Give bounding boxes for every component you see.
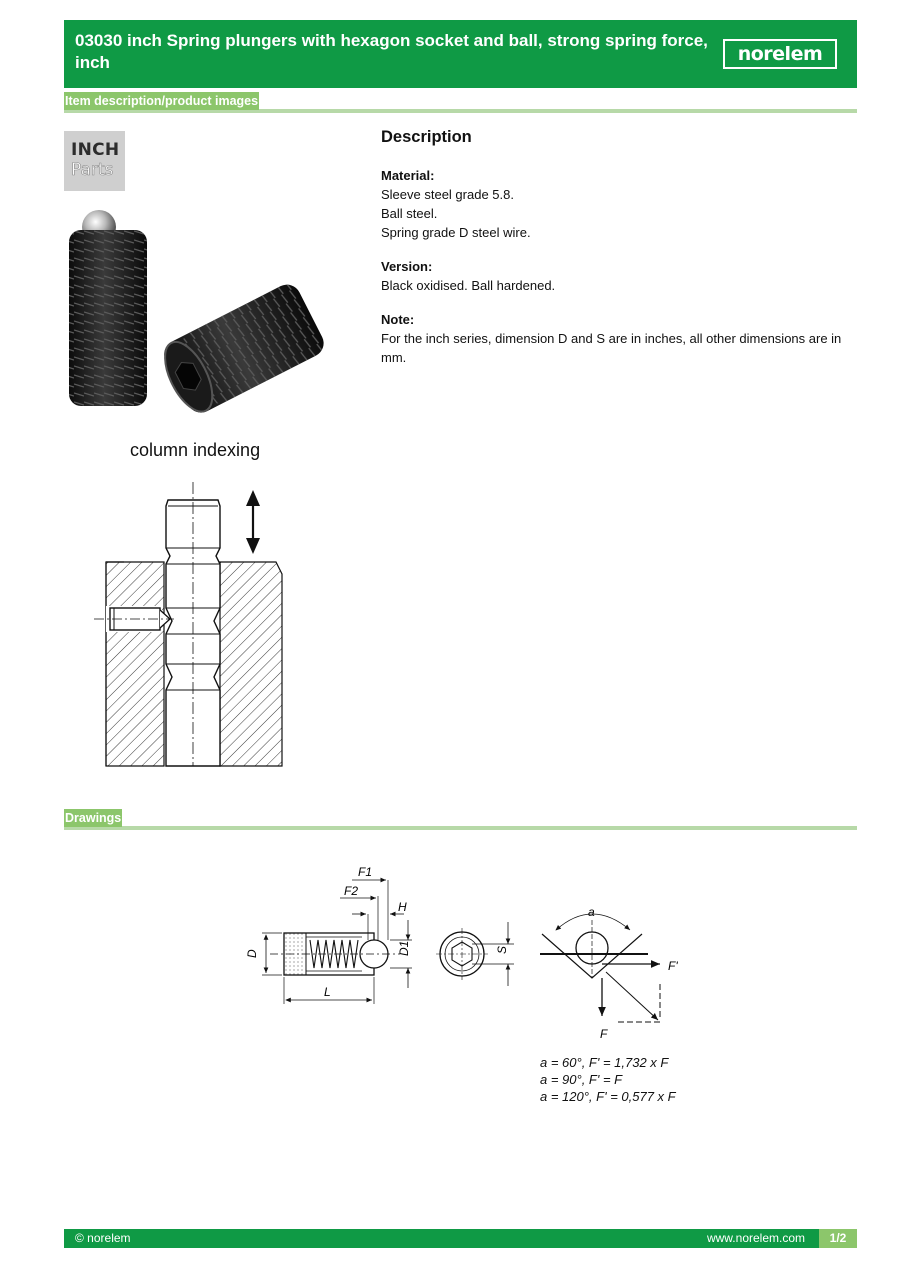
footer-website-link[interactable]: www.norelem.com bbox=[706, 1231, 805, 1245]
force-label-F: F bbox=[600, 1027, 608, 1041]
dim-label-D: D bbox=[245, 949, 259, 958]
footer-page-number: 1/2 bbox=[819, 1229, 857, 1248]
section-divider-drawings bbox=[64, 826, 857, 830]
note-line: For the inch series, dimension D and S are in inches, all other dimensions are in mm. bbox=[381, 331, 842, 365]
badge-line1: INCH bbox=[71, 140, 120, 160]
material-line: Spring grade D steel wire. bbox=[381, 225, 531, 240]
page-title: 03030 inch Spring plungers with hexagon socket and ball, strong spring force, inch bbox=[75, 31, 708, 72]
version-heading: Version: bbox=[381, 259, 433, 274]
inch-parts-badge bbox=[64, 131, 125, 191]
force-formulas bbox=[540, 1054, 676, 1105]
description-title: Description bbox=[381, 128, 472, 146]
column-indexing-caption: column indexing bbox=[130, 440, 261, 460]
product-image bbox=[64, 200, 324, 418]
description-panel bbox=[381, 128, 861, 382]
formula-line: a = 90°, F' = F bbox=[540, 1072, 623, 1087]
lying-plunger bbox=[155, 280, 324, 418]
material-line: Ball steel. bbox=[381, 206, 438, 221]
note-block bbox=[381, 310, 861, 367]
material-heading: Material: bbox=[381, 168, 435, 183]
column-indexing-drawing bbox=[90, 478, 290, 770]
norelem-logo bbox=[723, 39, 837, 69]
note-heading: Note: bbox=[381, 312, 415, 327]
material-block bbox=[381, 166, 861, 242]
dim-label-F2: F2 bbox=[344, 884, 359, 898]
technical-drawing bbox=[240, 860, 680, 1050]
material-line: Sleeve steel grade 5.8. bbox=[381, 187, 514, 202]
dim-label-D1: D1 bbox=[397, 940, 411, 956]
formula-line: a = 120°, F' = 0,577 x F bbox=[540, 1089, 676, 1104]
logo-text: norelem bbox=[737, 43, 823, 65]
force-label-F-prime: F' bbox=[668, 959, 678, 973]
formula-line: a = 60°, F' = 1,732 x F bbox=[540, 1055, 669, 1070]
dim-label-S: S bbox=[495, 945, 509, 954]
page-footer bbox=[64, 1229, 857, 1248]
badge-line2: Parts bbox=[71, 160, 114, 180]
dim-label-F1: F1 bbox=[358, 865, 373, 879]
vertical-plunger bbox=[69, 210, 147, 406]
dim-label-H: H bbox=[398, 900, 407, 914]
footer-copyright: © norelem bbox=[75, 1231, 131, 1245]
angle-label-a: a bbox=[588, 905, 595, 919]
page-header bbox=[64, 20, 857, 88]
version-line: Black oxidised. Ball hardened. bbox=[381, 278, 556, 293]
section-label-item-description: Item description/product images bbox=[65, 94, 259, 108]
version-block bbox=[381, 257, 861, 295]
dim-label-L: L bbox=[324, 985, 331, 999]
section-label-drawings: Drawings bbox=[65, 811, 122, 825]
